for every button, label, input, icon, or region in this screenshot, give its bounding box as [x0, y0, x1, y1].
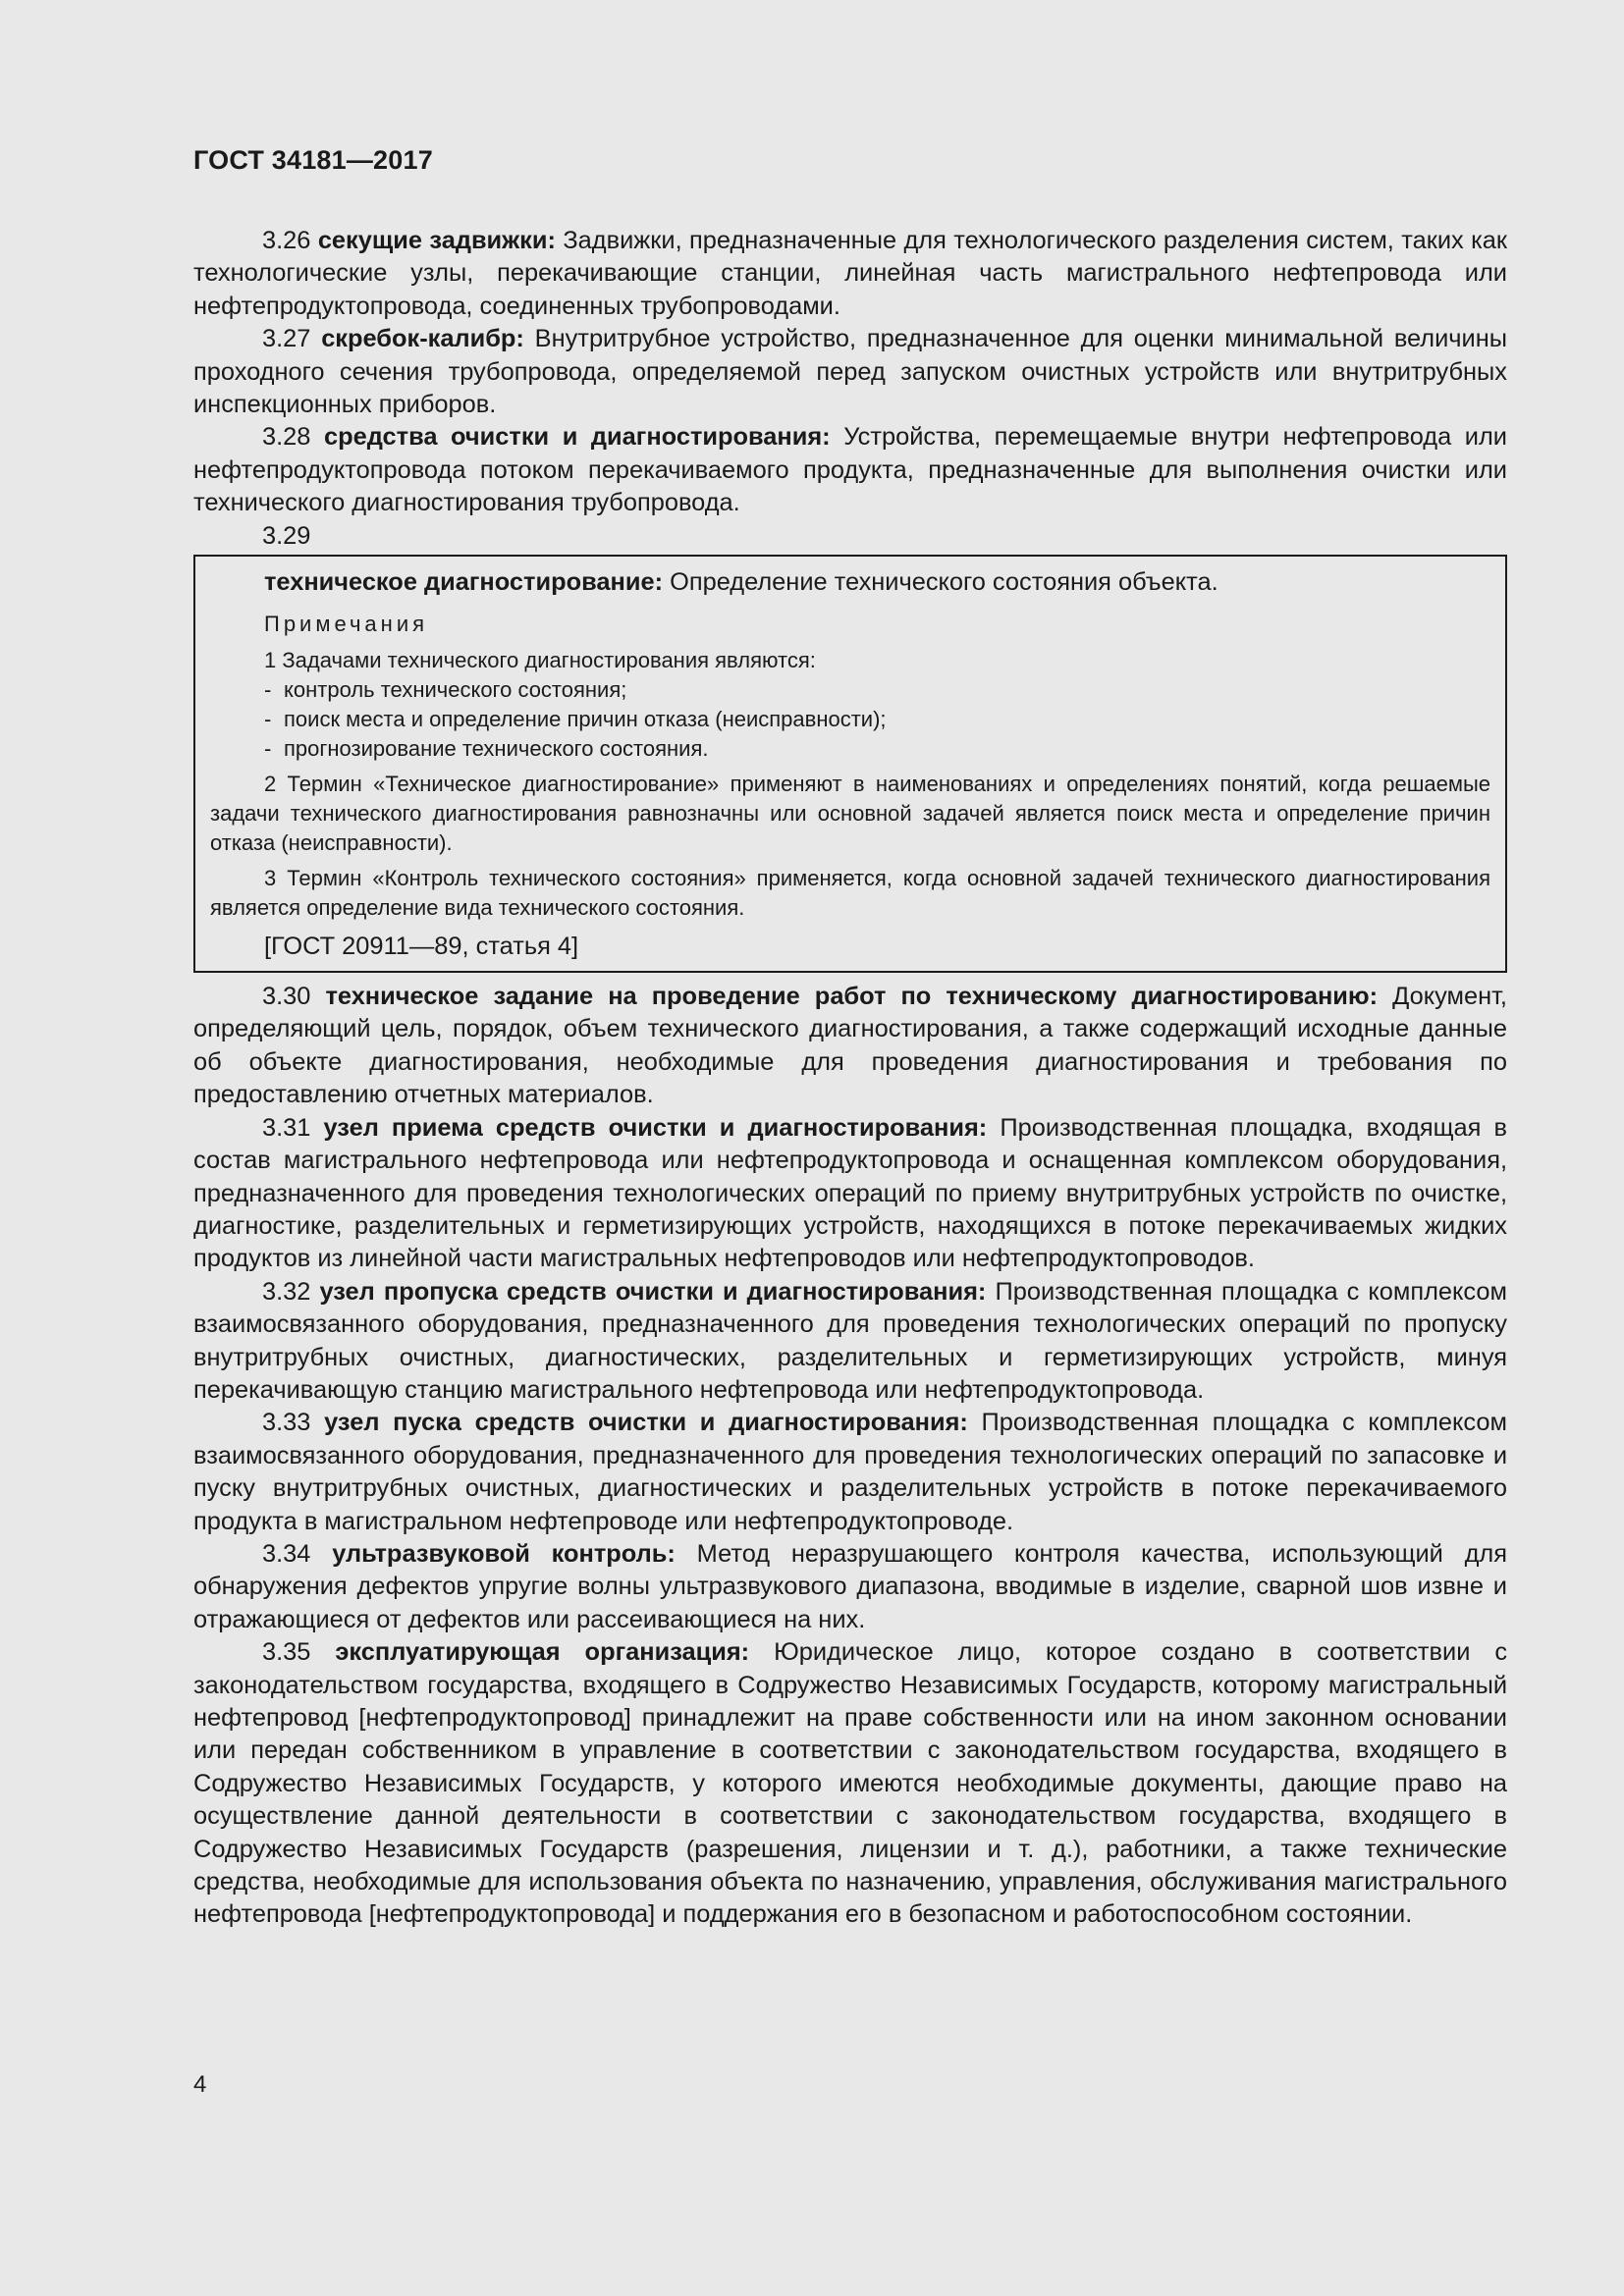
term-title: техническое задание на проведение работ по техническому диагностированию:: [325, 983, 1379, 1011]
term-definition: Производственная площадка с комплексом взаимосвязанного оборудования, предназначенного для проведения технологических операций по пропуску внутритрубных очистных, диагностических, разделительных и герметизирующих устройств, минуя перекачивающую станцию магистрального нефтепровода или нефтепродуктопровода.: [193, 1277, 1507, 1404]
note-2: 2 Термин «Техническое диагностирование» применяют в наименованиях и определениях понятий, когда решаемые задачи технического диагностирования равнозначны или основной задачей является поиск места и определение причин отказа (неисправности).: [210, 772, 1490, 856]
term-number: 3.27: [262, 325, 311, 353]
term-3-26: [193, 225, 1507, 323]
term-title: секущие задвижки:: [317, 227, 556, 254]
list-item: - прогнозирование технического состояния.: [264, 734, 1490, 764]
term-definition: Определение технического состояния объекта.: [670, 568, 1218, 597]
note-1-list: [210, 675, 1490, 764]
term-title: узел пропуска средств очистки и диагностирования:: [319, 1277, 987, 1306]
term-definition: Задвижки, предназначенные для технологического разделения систем, таких как технологические узлы, перекачивающие станции, линейная часть магистрального нефтепровода или нефтепродуктопровода, соединенных трубопроводами.: [193, 227, 1507, 320]
term-3-34: [193, 1538, 1507, 1636]
term-title: ультразвуковой контроль:: [332, 1539, 676, 1568]
term-title: скребок-калибр:: [321, 325, 524, 353]
term-title: техническое диагностирование:: [264, 568, 664, 597]
term-3-29-number: 3.29: [262, 521, 311, 550]
term-number: 3.26: [262, 227, 311, 254]
list-item: - контроль технического состояния;: [264, 675, 1490, 705]
notes-title: Примечания: [264, 612, 429, 637]
term-number: 3.30: [262, 983, 311, 1011]
term-title: узел пуска средств очистки и диагностирования:: [324, 1409, 968, 1437]
term-number: 3.32: [262, 1277, 311, 1306]
term-definition: Производственная площадка с комплексом взаимосвязанного оборудования, предназначенного для проведения технологических операций по запасовке и пуску внутритрубных очистных, диагностических и разделительных устройств в потоке перекачиваемого продукта в магистральном нефтепроводе или нефтепродуктопроводе.: [193, 1409, 1507, 1535]
term-number: 3.33: [262, 1409, 311, 1437]
page-number: 4: [193, 2071, 207, 2098]
term-definition: Производственная площадка, входящая в состав магистрального нефтепровода или нефтепродуктопровода и оснащенная комплексом оборудования, предназначенного для проведения технологических операций по приему внутритрубных устройств по очистке, диагностике, разделительных и герметизирующих устройств, находящихся в потоке перекачиваемых жидких продуктов из линейной части магистральных нефтепроводов или нефтепродуктопроводов.: [193, 1113, 1507, 1273]
term-definition: Внутритрубное устройство, предназначенное для оценки минимальной величины проходного сечения трубопровода, определяемой перед запуском очистных устройств или внутритрубных инспекционных приборов.: [193, 325, 1507, 419]
term-number: 3.28: [262, 423, 311, 452]
term-3-32: [193, 1276, 1507, 1408]
term-3-27: [193, 323, 1507, 421]
term-3-29: [210, 566, 1490, 599]
note-1: 1 Задачами технического диагностирования являются:: [264, 648, 816, 673]
term-3-30: [193, 981, 1507, 1112]
document-header: ГОСТ 34181—2017: [193, 145, 433, 175]
list-item: - поиск места и определение причин отказа (неисправности);: [264, 705, 1490, 734]
term-title: узел приема средств очистки и диагностирования:: [323, 1113, 988, 1142]
term-definition: Метод неразрушающего контроля качества, использующий для обнаружения дефектов упругие волны ультразвукового диапазона, вводимые в изделие, сварной шов извне и отражающиеся от дефектов или рассеивающиеся на них.: [193, 1539, 1507, 1633]
source-reference: [ГОСТ 20911—89, статья 4]: [264, 933, 579, 961]
document-body: [193, 225, 1507, 1932]
term-3-33: [193, 1407, 1507, 1538]
term-definition: Документ, определяющий цель, порядок, объем технического диагностирования, а также содержащий исходные данные об объекте диагностирования, необходимые для проведения диагностирования и требования по предоставлению отчетных материалов.: [193, 983, 1507, 1109]
term-definition: Устройства, перемещаемые внутри нефтепровода или нефтепродуктопровода потоком перекачиваемого продукта, предназначенные для выполнения очистки или технического диагностирования трубопровода.: [193, 423, 1507, 517]
term-3-35: [193, 1636, 1507, 1932]
note-3: 3 Термин «Контроль технического состояния» применяется, когда основной задачей технического диагностирования является определение вида технического состояния.: [210, 866, 1490, 921]
term-number: 3.34: [262, 1539, 311, 1568]
term-title: средства очистки и диагностирования:: [324, 423, 831, 452]
term-title: эксплуатирующая организация:: [335, 1638, 750, 1667]
term-3-31: [193, 1112, 1507, 1276]
term-number: 3.31: [262, 1113, 311, 1142]
term-3-28: [193, 421, 1507, 519]
term-number: 3.35: [262, 1638, 311, 1667]
term-3-29-box: [193, 555, 1507, 973]
term-definition: Юридическое лицо, которое создано в соответствии с законодательством государства, входящего в Содружество Независимых Государств, которому магистральный нефтепровод [нефтепродуктопровод] принадлежит на праве собственности или на ином законном основании или передан собственником в управление в соответствии с законодательством государства, входящего в Содружество Независимых Государств, у которого имеются необходимые документы, дающие право на осуществление данной деятельности в соответствии с законодательством государства, входящего в Содружество Независимых Государств (разрешения, лицензии и т. д.), работники, а также технические средства, необходимые для использования объекта по назначению, управления, обслуживания магистрального нефтепровода [нефтепродуктопровода] и поддержания его в безопасном и работоспособном состоянии.: [193, 1638, 1508, 1929]
